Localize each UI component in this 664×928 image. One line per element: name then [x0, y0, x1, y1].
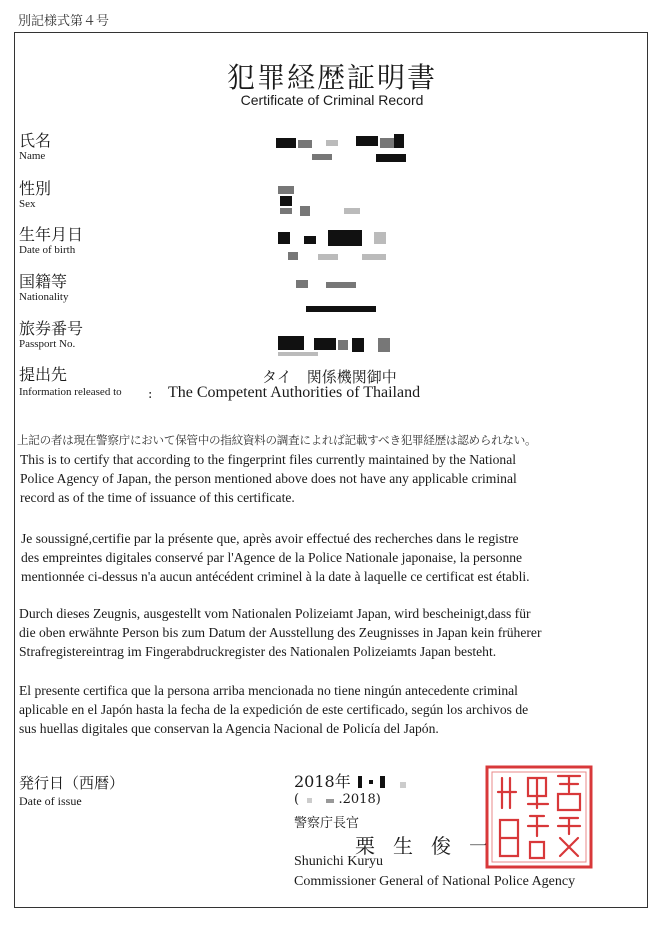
- recipient-value-ja: タイ 関係機関御中: [262, 368, 397, 386]
- recipient-colon: :: [148, 387, 153, 402]
- field-recipient: [19, 366, 122, 399]
- title-english: Certificate of Criminal Record: [240, 92, 424, 108]
- field-dob: [19, 226, 83, 257]
- redacted-date-en: [303, 792, 334, 807]
- field-name-ja: 氏名: [19, 131, 52, 150]
- field-passport: [19, 320, 83, 351]
- field-nationality-en: Nationality: [19, 291, 69, 303]
- field-sex-ja: 性別: [19, 179, 52, 198]
- issue-date-ja: [294, 769, 406, 792]
- field-passport-ja: 旅券番号: [19, 319, 84, 338]
- field-sex: [19, 180, 51, 211]
- statement-french: Je soussigné,certifie par la présente que, après avoir effectué des recherches dans le registre des empreintes digitales conservé par l'Agence de la Police Nationale japonaise, la personne mentionnée ci-dessus n'a aucun antécédent criminel à la date à laquelle ce certificat est établi.: [21, 531, 530, 584]
- issue-label-en: Date of issue: [19, 794, 82, 808]
- issue-label-ja: 発行日（西暦）: [19, 774, 125, 792]
- field-nationality: [19, 273, 69, 304]
- issue-date-en-open: (: [294, 792, 300, 807]
- field-passport-en: Passport No.: [19, 338, 76, 350]
- official-name-ja: 栗生俊一: [355, 834, 507, 858]
- recipient-value-en: The Competent Authorities of Thailand: [168, 384, 421, 401]
- field-recipient-en: Information released to: [19, 386, 122, 398]
- title-japanese: 犯罪経歴証明書: [226, 61, 437, 94]
- field-name: [19, 132, 51, 163]
- statement-german: Durch dieses Zeugnis, ausgestellt vom Nationalen Polizeiamt Japan, wird bescheinigt,dass für die oben erwähnte Person bis zum Datum der Ausstellung des Zeugnisses in Japan kein früherer Strafregistereintrag im Fingerabdruckregister des Nationalen Polizeiamts Japan besteht.: [19, 606, 542, 659]
- issue-date-ja-year: 2018年: [294, 772, 351, 791]
- redacted-date-ja: [356, 773, 406, 792]
- statement-japanese: 上記の者は現在警察庁において保管中の指紋資料の調査によれば記載すべき犯罪経歴は認められない。: [17, 433, 537, 447]
- official-seal-stamp: [484, 764, 594, 870]
- issue-date-en-year: .2018): [338, 792, 381, 807]
- official-office-ja: 警察庁長官: [294, 816, 360, 831]
- field-recipient-ja: 提出先: [19, 365, 68, 384]
- statement-spanish: El presente certifica que la persona arriba mencionada no tiene ningún antecedente criminal aplicable en el Japón hasta la fecha de la expedición de este certificado, según los archivos de sus huellas digitales que conservan la Agencia Nacional de Policía del Japón.: [19, 683, 529, 736]
- official-title-en: Commissioner General of National Police Agency: [294, 874, 576, 889]
- field-name-en: Name: [19, 150, 46, 162]
- field-sex-en: Sex: [19, 198, 36, 210]
- official-name-en: Shunichi Kuryu: [294, 854, 384, 869]
- field-dob-ja: 生年月日: [19, 225, 84, 244]
- field-dob-en: Date of birth: [19, 244, 76, 256]
- issue-date-en: [294, 792, 381, 807]
- field-nationality-ja: 国籍等: [19, 272, 68, 291]
- form-number: 別記様式第４号: [18, 14, 110, 29]
- statement-english: This is to certify that according to the fingerprint files currently maintained by the National Police Agency of Japan, the person mentioned above does not have any applicable criminal record as of the time of issuance of this certificate.: [20, 452, 517, 505]
